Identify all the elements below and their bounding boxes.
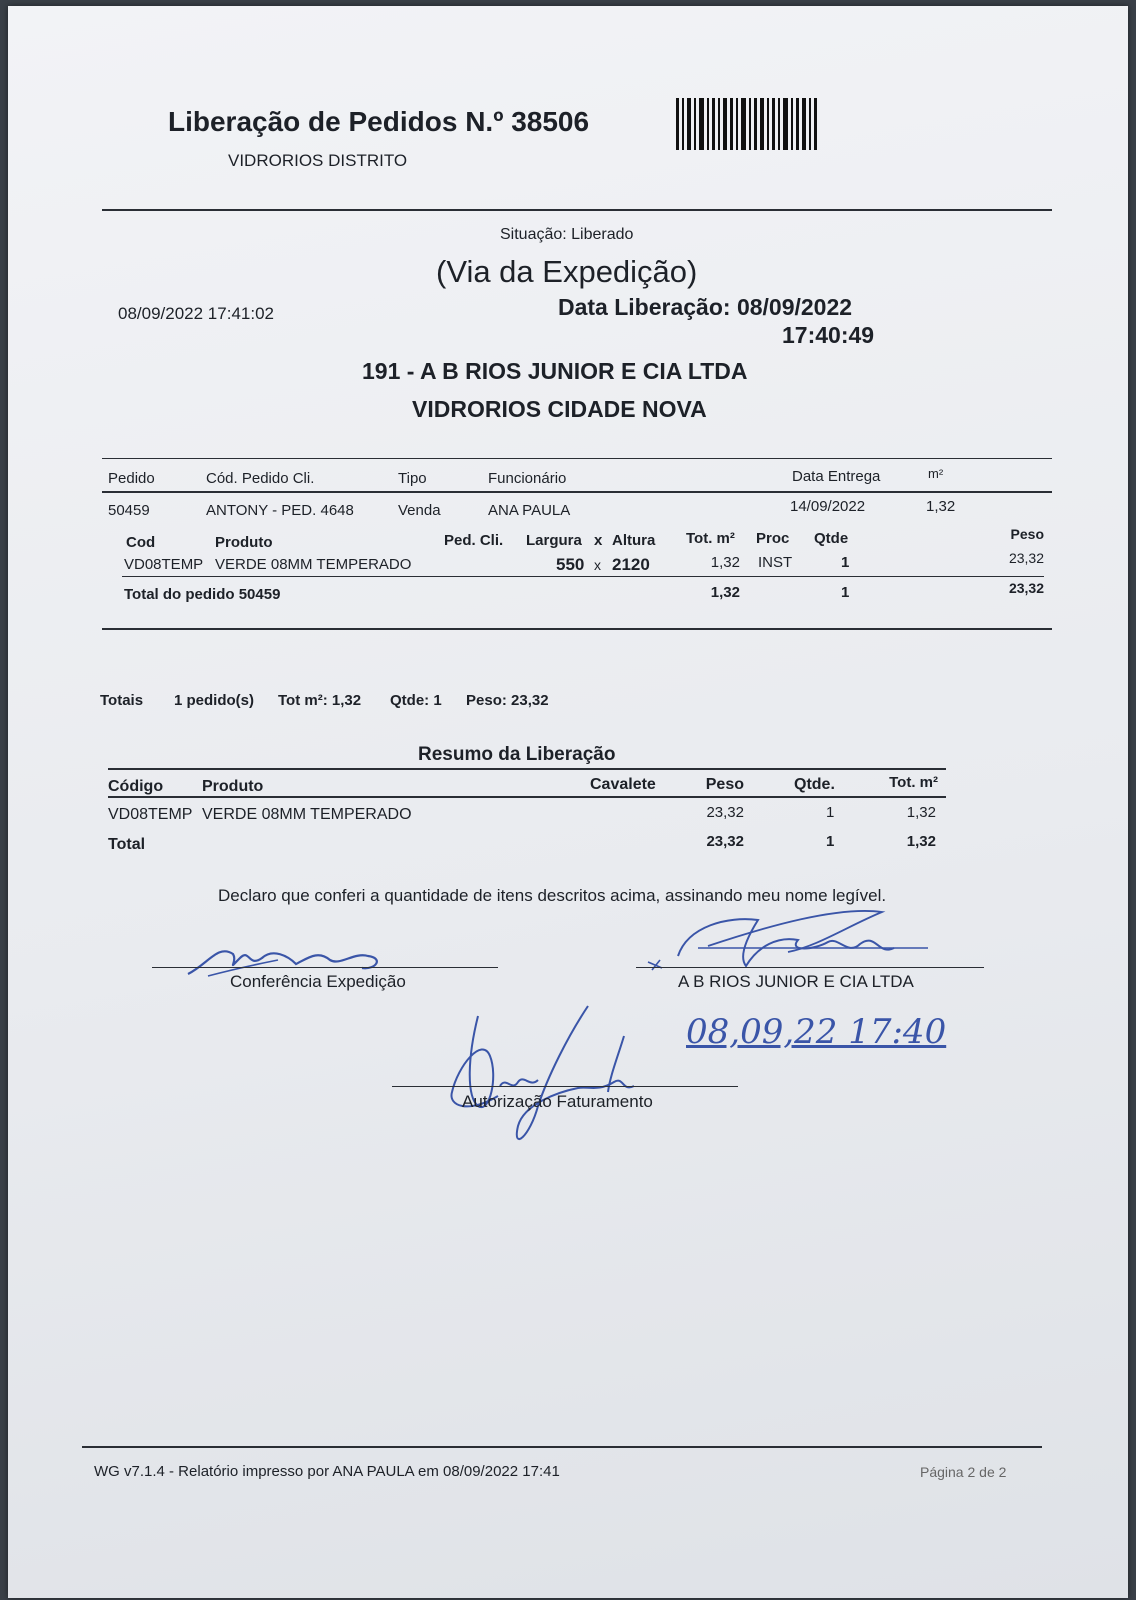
items-col-cod: Cod [126,534,156,551]
item-product: VERDE 08MM TEMPERADO [215,556,412,573]
conferencia-label: Conferência Expedição [230,972,406,991]
summary-row-code: VD08TEMP [108,806,193,823]
summary-title: Resumo da Liberação [418,744,616,765]
col-pedido: Pedido [108,470,155,487]
document-page [8,6,1128,1598]
col-funcionario: Funcionário [488,470,567,487]
summary-total-tot-m2: 1,32 [906,833,936,850]
order-total-m2: 1,32 [710,584,740,601]
print-datetime: 08/09/2022 17:41:02 [118,304,274,323]
summary-row-qtde: 1 [826,804,835,821]
summary-total-peso: 23,32 [706,833,744,850]
item-qtde: 1 [841,554,850,571]
summary-row-tot-m2: 1,32 [906,804,936,821]
client-order-code: ANTONY - PED. 4648 [206,502,354,519]
col-m2: m² [928,466,944,481]
release-time: 17:40:49 [782,322,875,348]
summary-col-tot-m2: Tot. m² [889,774,938,791]
item-tot-m2: 1,32 [710,554,740,571]
client-name: 191 - A B RIOS JUNIOR E CIA LTDA [362,358,748,384]
footer-rule [82,1446,1042,1448]
totals-pedidos: 1 pedido(s) [174,692,255,709]
items-col-peso: Peso [1010,526,1044,542]
authorization-line [392,1086,738,1087]
item-altura: 2120 [612,555,650,574]
company-name: VIDRORIOS DISTRITO [228,151,408,170]
order-header-rule [102,491,1052,493]
items-col-altura: Altura [612,532,656,549]
totals-label: Totais [100,692,144,709]
col-tipo: Tipo [398,470,427,487]
summary-row-peso: 23,32 [706,804,744,821]
declaration-text: Declaro que conferi a quantidade de itens descritos acima, assinando meu nome legível. [218,886,887,905]
items-col-largura: Largura [526,532,582,549]
order-top-rule [102,458,1052,459]
conferencia-line [152,967,498,968]
col-data-entrega: Data Entrega [792,468,881,485]
situation-status: Situação: Liberado [500,226,634,243]
summary-header-rule [108,796,946,798]
client-store: VIDRORIOS CIDADE NOVA [412,396,707,422]
summary-col-qtde: Qtde. [794,776,835,793]
summary-row-product: VERDE 08MM TEMPERADO [202,806,412,823]
order-type: Venda [398,502,441,519]
items-col-ped-cli: Ped. Cli. [444,532,504,549]
order-m2: 1,32 [926,498,956,515]
item-proc: INST [758,554,793,571]
order-total-peso: 23,32 [1008,580,1044,596]
totals-qtde: Qtde: 1 [390,692,442,709]
authorization-label: Autorização Faturamento [462,1092,653,1111]
item-largura: 550 [556,555,585,574]
items-col-x: x [594,532,603,549]
client-signature-label: A B RIOS JUNIOR E CIA LTDA [678,972,914,991]
order-total-qtde: 1 [841,584,850,601]
item-code: VD08TEMP [124,556,204,573]
client-signature-line [636,967,984,968]
delivery-date: 14/09/2022 [790,498,866,515]
items-total-rule [122,576,1044,577]
items-col-proc: Proc [756,530,790,547]
barcode-image [676,98,820,150]
authorization-signature [438,996,658,1156]
summary-top-rule [108,768,946,770]
summary-total-label: Total [108,836,146,853]
copy-type: (Via da Expedição) [436,254,698,289]
summary-col-codigo: Código [108,778,164,795]
summary-col-peso: Peso [705,776,744,793]
summary-total-qtde: 1 [826,833,835,850]
handwritten-date: 08,09,22 17:40 [686,1012,947,1052]
items-col-produto: Produto [215,534,273,551]
summary-col-produto: Produto [202,778,264,795]
header-divider [102,209,1052,211]
order-total-label: Total do pedido 50459 [124,586,281,603]
item-x: x [594,557,601,573]
items-col-tot-m2: Tot. m² [686,530,735,547]
order-number: 50459 [108,502,150,519]
totals-tot-m2: Tot m²: 1,32 [278,692,362,709]
totals-peso: Peso: 23,32 [466,692,549,709]
order-bottom-rule [102,628,1052,630]
items-col-qtde: Qtde [814,530,849,547]
summary-col-cavalete: Cavalete [590,776,656,793]
footer-print-info: WG v7.1.4 - Relatório impresso por ANA PAULA em 08/09/2022 17:41 [94,1463,560,1480]
col-cod-pedido-cli: Cód. Pedido Cli. [206,470,315,487]
release-date: Data Liberação: 08/09/2022 [558,294,853,320]
employee-name: ANA PAULA [488,502,571,519]
page-number: Página 2 de 2 [920,1464,1007,1480]
item-peso: 23,32 [1008,550,1044,566]
document-title: Liberação de Pedidos N.º 38506 [168,106,590,137]
